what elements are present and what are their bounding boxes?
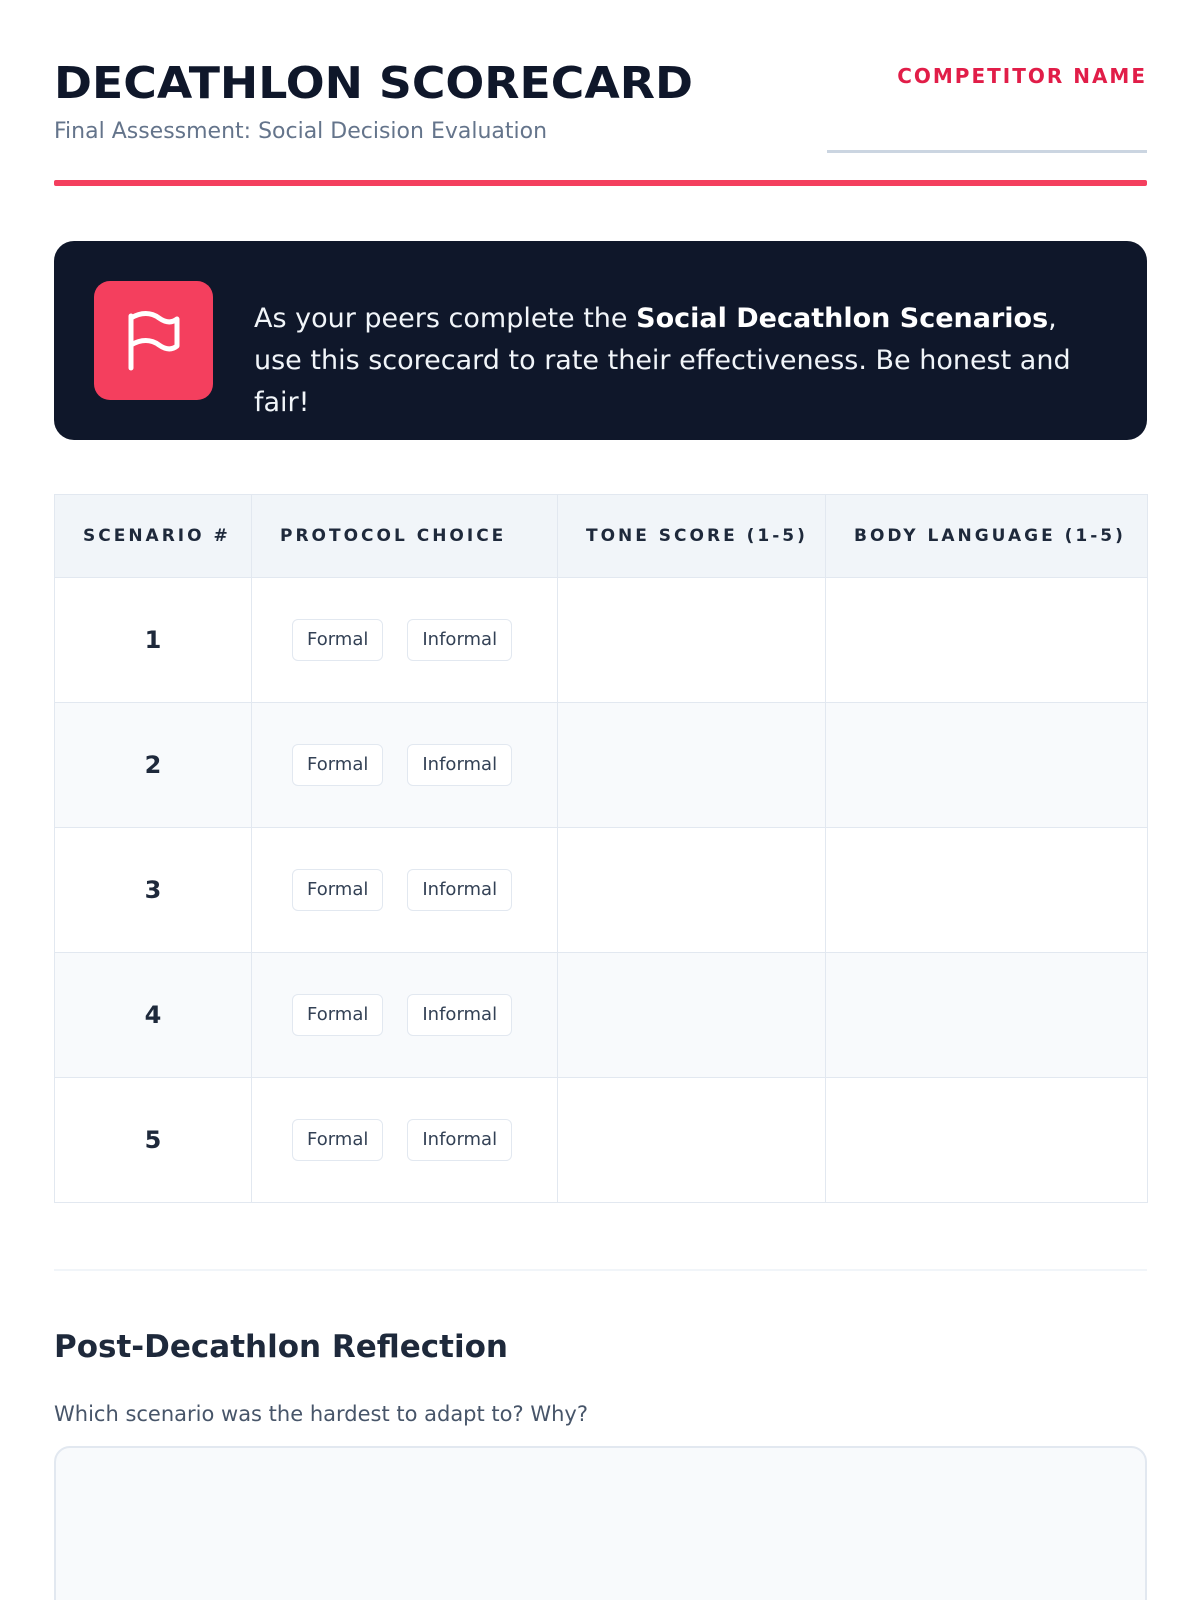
competitor-name-field[interactable] <box>827 150 1147 153</box>
body-language-cell[interactable] <box>826 953 1148 1078</box>
body-language-cell[interactable] <box>826 1078 1148 1203</box>
table-row <box>55 703 1148 828</box>
column-header-scenario: SCENARIO # <box>55 495 252 578</box>
formal-option[interactable]: Formal <box>292 1119 383 1161</box>
informal-option[interactable]: Informal <box>407 744 512 786</box>
page-title: DECATHLON SCORECARD <box>54 58 694 109</box>
protocol-choice-cell <box>252 578 558 703</box>
protocol-choice-cell <box>252 953 558 1078</box>
informal-option[interactable]: Informal <box>407 619 512 661</box>
reflection-answer-field[interactable] <box>54 1446 1147 1600</box>
page-subtitle: Final Assessment: Social Decision Evaluation <box>54 119 548 144</box>
protocol-choice-cell <box>252 828 558 953</box>
reflection-question: Which scenario was the hardest to adapt to? Why? <box>54 1402 588 1426</box>
instructions-text-start: As your peers complete the <box>254 303 637 334</box>
body-language-cell[interactable] <box>826 703 1148 828</box>
formal-option[interactable]: Formal <box>292 994 383 1036</box>
table-header-row <box>55 495 1148 578</box>
column-header-body-language: BODY LANGUAGE (1-5) <box>826 495 1148 578</box>
instructions-text <box>254 298 1104 424</box>
competitor-name-label: COMPETITOR NAME <box>897 64 1147 88</box>
scenario-number: 3 <box>55 828 252 953</box>
protocol-choice-cell <box>252 1078 558 1203</box>
instructions-text-emphasis: Social Decathlon Scenarios <box>636 303 1049 334</box>
tone-score-cell[interactable] <box>558 953 826 1078</box>
reflection-title: Post-Decathlon Reflection <box>54 1329 508 1365</box>
scenario-number: 1 <box>55 578 252 703</box>
informal-option[interactable]: Informal <box>407 994 512 1036</box>
tone-score-cell[interactable] <box>558 578 826 703</box>
column-header-protocol: PROTOCOL CHOICE <box>252 495 558 578</box>
body-language-cell[interactable] <box>826 828 1148 953</box>
formal-option[interactable]: Formal <box>292 744 383 786</box>
score-table <box>54 494 1148 1203</box>
section-divider <box>54 1269 1147 1271</box>
tone-score-cell[interactable] <box>558 703 826 828</box>
tone-score-cell[interactable] <box>558 828 826 953</box>
flag-icon <box>94 281 213 400</box>
instructions-text-end: , use this scorecard to rate their effectiveness. Be honest and fair! <box>254 303 1071 418</box>
informal-option[interactable]: Informal <box>407 1119 512 1161</box>
tone-score-cell[interactable] <box>558 1078 826 1203</box>
protocol-choice-cell <box>252 703 558 828</box>
scenario-number: 4 <box>55 953 252 1078</box>
scenario-number: 2 <box>55 703 252 828</box>
table-row <box>55 578 1148 703</box>
body-language-cell[interactable] <box>826 578 1148 703</box>
scorecard-header <box>54 0 1147 190</box>
scorecard-page <box>54 0 1147 1426</box>
formal-option[interactable]: Formal <box>292 869 383 911</box>
scenario-number: 5 <box>55 1078 252 1203</box>
formal-option[interactable]: Formal <box>292 619 383 661</box>
table-row <box>55 953 1148 1078</box>
instructions-banner <box>54 241 1147 440</box>
header-divider <box>54 180 1147 186</box>
column-header-tone: TONE SCORE (1-5) <box>558 495 826 578</box>
informal-option[interactable]: Informal <box>407 869 512 911</box>
table-row <box>55 1078 1148 1203</box>
table-row <box>55 828 1148 953</box>
